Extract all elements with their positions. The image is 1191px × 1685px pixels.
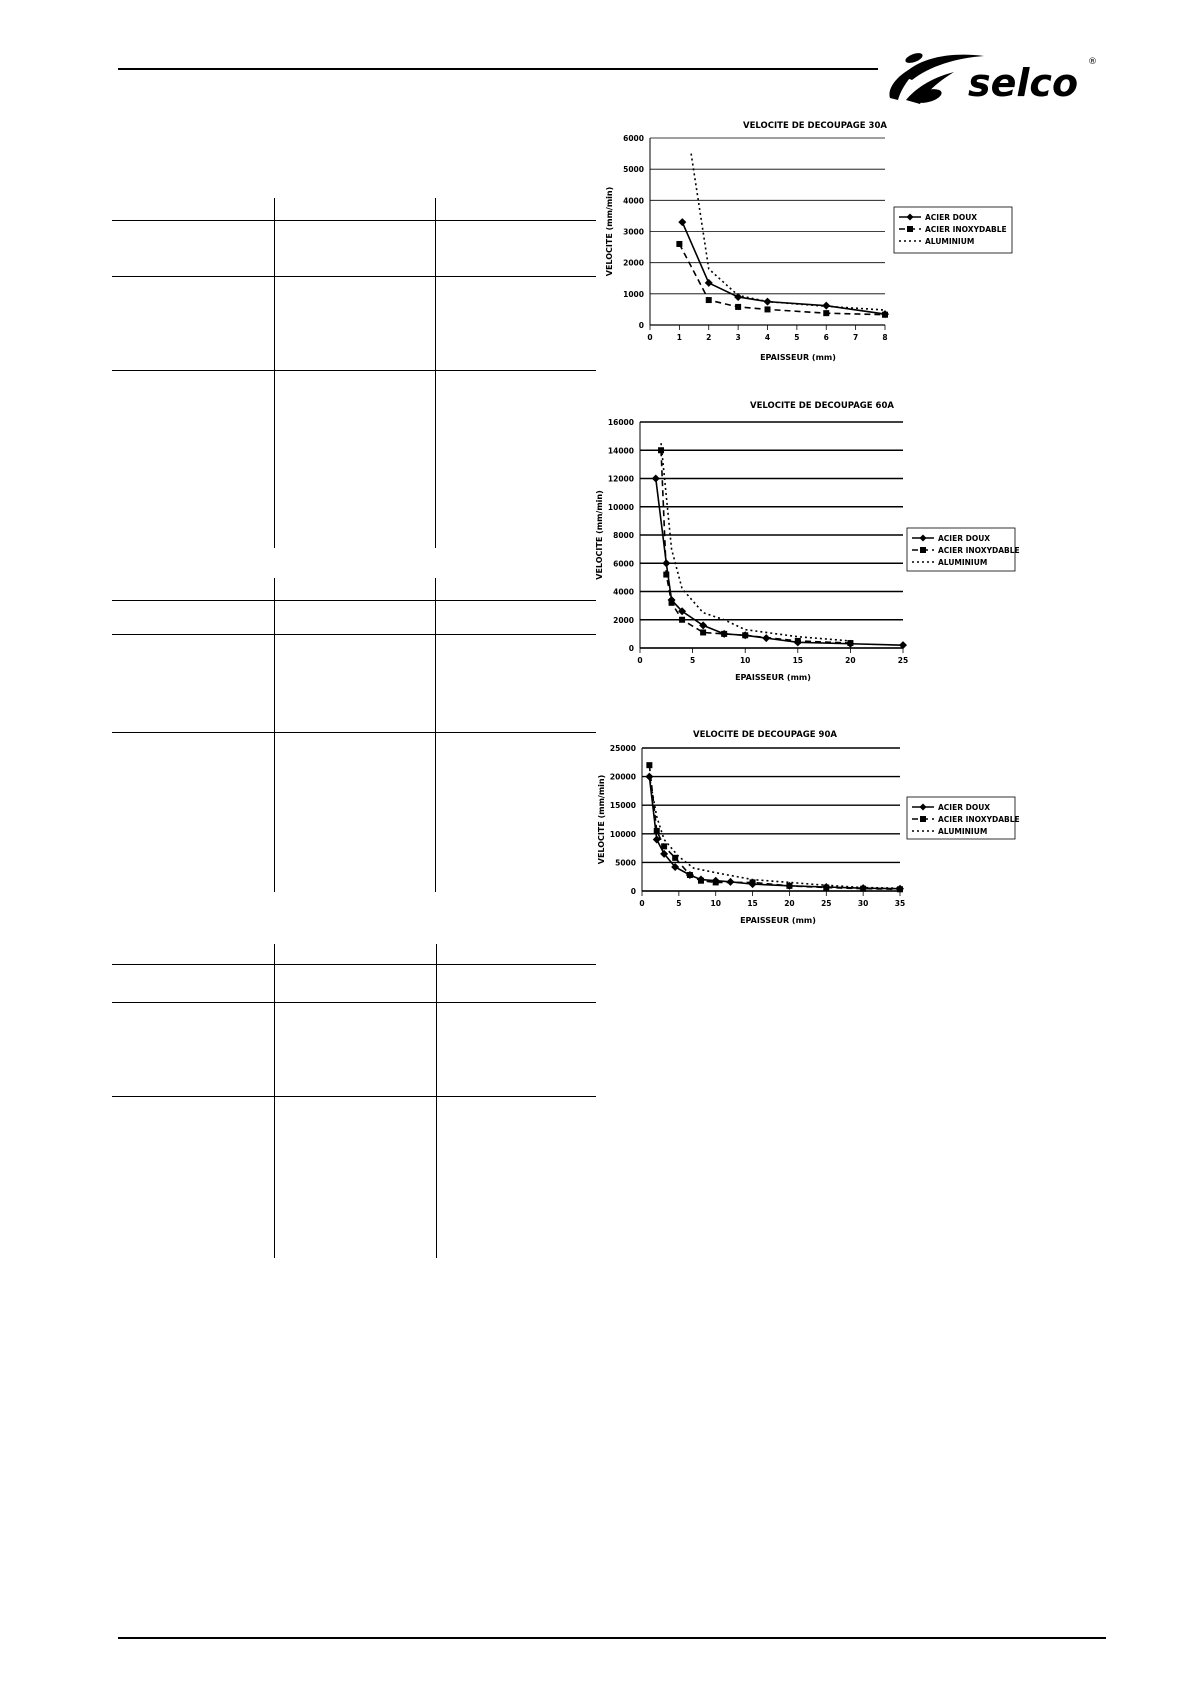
legend-label-acier-doux: ACIER DOUX	[938, 534, 991, 543]
y-tick-label: 0	[638, 321, 644, 330]
y-tick-label: 15000	[609, 801, 636, 811]
selco-logo	[884, 46, 1104, 108]
x-tick-label: 15	[792, 656, 804, 665]
data-point-acier-inoxydable	[735, 304, 741, 310]
x-tick-label: 10	[710, 899, 721, 908]
x-tick-label: 7	[853, 333, 859, 342]
legend-label-acier-inoxydable: ACIER INOXYDABLE	[938, 546, 1020, 555]
data-point-acier-inoxydable	[847, 640, 853, 646]
x-tick-label: 5	[689, 656, 696, 665]
y-tick-label: 6000	[613, 559, 634, 569]
y-axis-label: VELOCITE (mm/min)	[595, 490, 604, 580]
data-point-acier-inoxydable	[706, 297, 712, 303]
cutting-speed-chart-60a	[595, 401, 1090, 740]
data-point-acier-inoxydable	[860, 886, 866, 892]
data-point-acier-doux	[705, 279, 713, 287]
y-tick-label: 10000	[607, 502, 634, 512]
data-point-acier-inoxydable	[669, 600, 675, 606]
series-line-aluminium	[649, 777, 900, 889]
data-point-acier-inoxydable	[713, 879, 719, 885]
legend-label-acier-inoxydable: ACIER INOXYDABLE	[925, 225, 1007, 234]
data-point-acier-doux	[678, 218, 686, 226]
legend-marker	[907, 226, 913, 232]
legend-marker	[920, 816, 926, 822]
series-line-aluminium	[661, 443, 850, 641]
x-axis-label: EPAISSEUR (mm)	[760, 353, 836, 362]
data-point-acier-inoxydable	[700, 629, 706, 635]
legend-label-aluminium: ALUMINIUM	[938, 558, 988, 567]
y-tick-label: 10000	[609, 829, 636, 839]
y-tick-label: 5000	[615, 858, 636, 868]
data-point-acier-inoxydable	[698, 878, 704, 884]
series-line-acier-doux	[649, 777, 900, 889]
header-rule	[118, 68, 878, 70]
data-point-acier-inoxydable	[658, 447, 664, 453]
x-tick-label: 5	[794, 333, 800, 342]
data-point-acier-inoxydable	[676, 241, 682, 247]
y-tick-label: 5000	[623, 165, 644, 175]
data-point-acier-inoxydable	[663, 572, 669, 578]
y-axis-label: VELOCITE (mm/min)	[605, 186, 614, 277]
x-tick-label: 0	[647, 333, 653, 342]
y-tick-label: 4000	[613, 587, 634, 597]
legend-marker	[920, 547, 926, 553]
data-point-acier-doux	[652, 475, 660, 483]
logo-wordmark: selco	[968, 61, 1079, 105]
legend-label-aluminium: ALUMINIUM	[938, 827, 988, 836]
y-tick-label: 1000	[623, 289, 644, 299]
y-axis-label: VELOCITE (mm/min)	[597, 774, 606, 865]
legend-label-aluminium: ALUMINIUM	[925, 237, 975, 246]
x-tick-label: 35	[894, 899, 906, 908]
x-tick-label: 4	[764, 333, 771, 342]
data-point-acier-inoxydable	[882, 312, 888, 318]
cutting-table-2	[112, 578, 596, 892]
series-line-acier-doux	[682, 222, 885, 314]
x-tick-label: 20	[784, 899, 795, 908]
cutting-table-3	[112, 944, 596, 1258]
legend-label-acier-doux: ACIER DOUX	[938, 803, 991, 812]
y-tick-label: 6000	[623, 134, 644, 143]
x-tick-label: 0	[637, 656, 643, 665]
x-tick-label: 2	[706, 333, 712, 342]
chart-title: VELOCITE DE DECOUPAGE 60A	[750, 401, 894, 411]
x-tick-label: 30	[857, 899, 869, 908]
series-line-acier-inoxydable	[649, 765, 900, 889]
data-point-acier-inoxydable	[654, 828, 660, 834]
data-point-acier-inoxydable	[786, 883, 792, 889]
x-axis-label: EPAISSEUR (mm)	[740, 916, 816, 925]
y-tick-label: 20000	[609, 772, 636, 782]
y-tick-label: 0	[630, 887, 636, 896]
x-tick-label: 15	[747, 899, 758, 908]
chart-title: VELOCITE DE DECOUPAGE 30A	[743, 121, 887, 131]
data-point-acier-inoxydable	[679, 617, 685, 623]
x-tick-label: 8	[882, 333, 888, 342]
data-point-acier-inoxydable	[687, 872, 693, 878]
y-tick-label: 2000	[623, 258, 644, 268]
y-tick-label: 12000	[607, 474, 634, 484]
x-tick-label: 3	[735, 333, 741, 342]
data-point-acier-inoxydable	[897, 886, 903, 892]
data-point-acier-inoxydable	[646, 762, 652, 768]
y-tick-label: 25000	[609, 744, 636, 753]
x-tick-label: 5	[676, 899, 682, 908]
data-point-acier-inoxydable	[765, 306, 771, 312]
data-point-acier-inoxydable	[742, 632, 748, 638]
data-point-acier-inoxydable	[823, 310, 829, 316]
chart-title: VELOCITE DE DECOUPAGE 90A	[693, 730, 837, 740]
cutting-speed-chart-30a	[605, 120, 1090, 400]
footer-rule	[118, 1637, 1106, 1639]
data-point-acier-inoxydable	[721, 631, 727, 637]
x-tick-label: 25	[821, 899, 832, 908]
data-point-acier-doux	[645, 773, 653, 781]
y-tick-label: 0	[628, 644, 634, 653]
y-tick-label: 2000	[613, 615, 634, 625]
x-tick-label: 25	[897, 656, 909, 665]
y-tick-label: 14000	[607, 446, 634, 456]
y-tick-label: 8000	[613, 531, 634, 540]
cutting-table-1	[112, 198, 596, 548]
x-tick-label: 10	[739, 656, 751, 665]
cutting-speed-chart-90a	[597, 730, 1090, 1005]
y-tick-label: 16000	[607, 418, 634, 427]
registered-mark: ®	[1088, 57, 1097, 67]
legend-label-acier-doux: ACIER DOUX	[925, 213, 978, 222]
x-tick-label: 1	[676, 333, 682, 342]
x-axis-label: EPAISSEUR (mm)	[735, 673, 811, 682]
x-tick-label: 0	[639, 899, 645, 908]
x-tick-label: 6	[823, 333, 829, 342]
series-line-acier-inoxydable	[679, 244, 885, 315]
data-point-acier-inoxydable	[795, 638, 801, 644]
x-tick-label: 20	[845, 656, 856, 665]
y-tick-label: 4000	[623, 196, 644, 206]
y-tick-label: 3000	[623, 227, 644, 237]
data-point-acier-inoxydable	[661, 843, 667, 849]
legend-label-acier-inoxydable: ACIER INOXYDABLE	[938, 815, 1020, 824]
